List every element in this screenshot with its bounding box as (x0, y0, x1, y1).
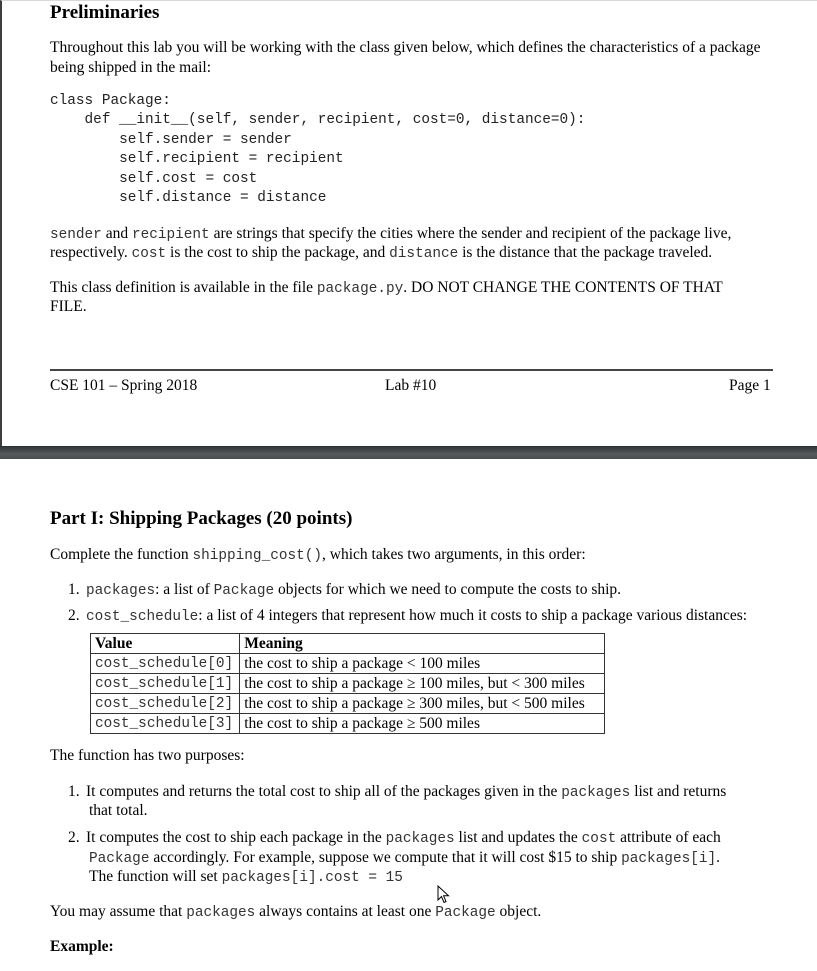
inline-code: sender (50, 227, 102, 243)
text: is the cost to ship the package, and (166, 244, 390, 261)
text: always contains at least one (255, 903, 436, 920)
list-number: 1. (68, 581, 80, 598)
text: attribute of each (616, 829, 721, 846)
intro-line-2: being shipped in the mail: (50, 59, 212, 76)
assumption-note (50, 902, 541, 923)
cell-value: cost_schedule[0] (91, 654, 240, 674)
text: : a list of 4 integers that represent how much it costs to ship a package various distances: (198, 607, 748, 624)
inline-code: packages (186, 905, 256, 921)
cell-meaning: the cost to ship a package ≥ 500 miles (240, 714, 605, 734)
text: It computes and returns the total cost to ship all of the packages given in the (86, 783, 562, 800)
text: : a list of (155, 581, 214, 598)
inline-code: packages[i].cost = 15 (221, 870, 403, 886)
cost-schedule-table (90, 633, 605, 734)
text: . DO NOT CHANGE THE CONTENTS OF THAT (403, 279, 723, 296)
text: respectively. (50, 244, 132, 261)
inline-code: cost (131, 246, 167, 262)
file-note-line-1 (50, 278, 723, 299)
code-line: def __init__(self, sender, recipient, cost=0, distance=0): (50, 112, 586, 129)
purpose-item-1-line-1 (68, 782, 726, 803)
cell-meaning: the cost to ship a package ≥ 300 miles, but < 500 miles (240, 694, 605, 714)
file-note-line-2: FILE. (50, 298, 87, 315)
mouse-pointer-icon (437, 885, 451, 905)
example-heading: Example: (50, 938, 114, 955)
purpose-item-2-line-3 (89, 867, 403, 888)
purpose-item-1-line-2: that total. (89, 802, 148, 819)
purpose-item-2-line-1 (68, 828, 721, 849)
description-line-1 (50, 224, 731, 245)
purposes-lead: The function has two purposes: (50, 747, 245, 764)
text: It computes the cost to ship each package in the (86, 829, 386, 846)
text: objects for which we need to compute the costs to ship. (274, 581, 622, 598)
inline-code: cost (581, 831, 617, 847)
text: are strings that specify the cities where the sender and recipient of the package live, (209, 225, 732, 242)
inline-code: distance (389, 246, 459, 262)
cell-value: cost_schedule[1] (91, 674, 240, 694)
inline-code: package.py (316, 281, 404, 297)
cell-value: cost_schedule[2] (91, 694, 240, 714)
argument-item (68, 580, 621, 601)
code-line: self.sender = sender (50, 131, 292, 148)
inline-code: packages (561, 785, 631, 801)
inline-code: Package (213, 583, 275, 599)
page-separator (0, 446, 817, 459)
code-line: class Package: (50, 93, 171, 109)
code-block-package-class (50, 92, 585, 208)
column-header-value: Value (91, 634, 240, 654)
inline-code: recipient (131, 227, 210, 243)
code-line: self.cost = cost (50, 170, 258, 187)
text: . (716, 849, 720, 866)
list-number: 2. (68, 829, 80, 846)
table-row (91, 714, 605, 734)
footer-course: CSE 101 – Spring 2018 (50, 377, 198, 394)
list-number: 2. (68, 607, 80, 624)
section-heading-preliminaries: Preliminaries (50, 2, 160, 23)
text: is the distance that the package traveled. (458, 244, 713, 261)
description-line-2 (50, 243, 712, 264)
code-line: self.recipient = recipient (50, 151, 344, 168)
text: The function will set (89, 868, 222, 885)
text: object. (495, 903, 542, 920)
text: You may assume that (50, 903, 187, 920)
inline-code: Package (435, 905, 496, 921)
footer-rule (50, 369, 773, 371)
footer-page-number: Page 1 (729, 377, 771, 394)
function-lead (50, 545, 586, 566)
inline-code: cost_schedule (86, 609, 199, 625)
text: Complete the function (50, 546, 193, 563)
cell-value: cost_schedule[3] (91, 714, 240, 734)
inline-code: packages (385, 831, 455, 847)
table-row (91, 674, 605, 694)
column-header-meaning: Meaning (240, 634, 605, 654)
cell-meaning: the cost to ship a package < 100 miles (240, 654, 605, 674)
inline-code: packages (86, 583, 156, 599)
document-page-1 (0, 0, 817, 446)
table-header-row (91, 634, 605, 654)
text: accordingly. For example, suppose we compute that it will cost $15 to ship (149, 849, 622, 866)
intro-line-1: Throughout this lab you will be working with the class given below, which defines the characteristics of a package (50, 39, 761, 56)
inline-code: packages[i] (621, 851, 717, 867)
table-row (91, 694, 605, 714)
list-number: 1. (68, 783, 80, 800)
text: and (101, 225, 132, 242)
text: , which takes two arguments, in this order: (322, 546, 586, 563)
inline-code: Package (89, 851, 150, 867)
text: list and returns (630, 783, 727, 800)
document-page-2 (0, 459, 817, 971)
code-line: self.distance = distance (50, 190, 327, 207)
text: This class definition is available in the file (50, 279, 317, 296)
inline-code: shipping_cost() (192, 548, 323, 564)
table-row (91, 654, 605, 674)
cell-meaning: the cost to ship a package ≥ 100 miles, but < 300 miles (240, 674, 605, 694)
argument-item (68, 606, 747, 627)
footer-lab: Lab #10 (385, 377, 437, 394)
section-heading-part-1: Part I: Shipping Packages (20 points) (50, 508, 353, 529)
text: list and updates the (454, 829, 582, 846)
purpose-item-2-line-2 (89, 848, 720, 869)
